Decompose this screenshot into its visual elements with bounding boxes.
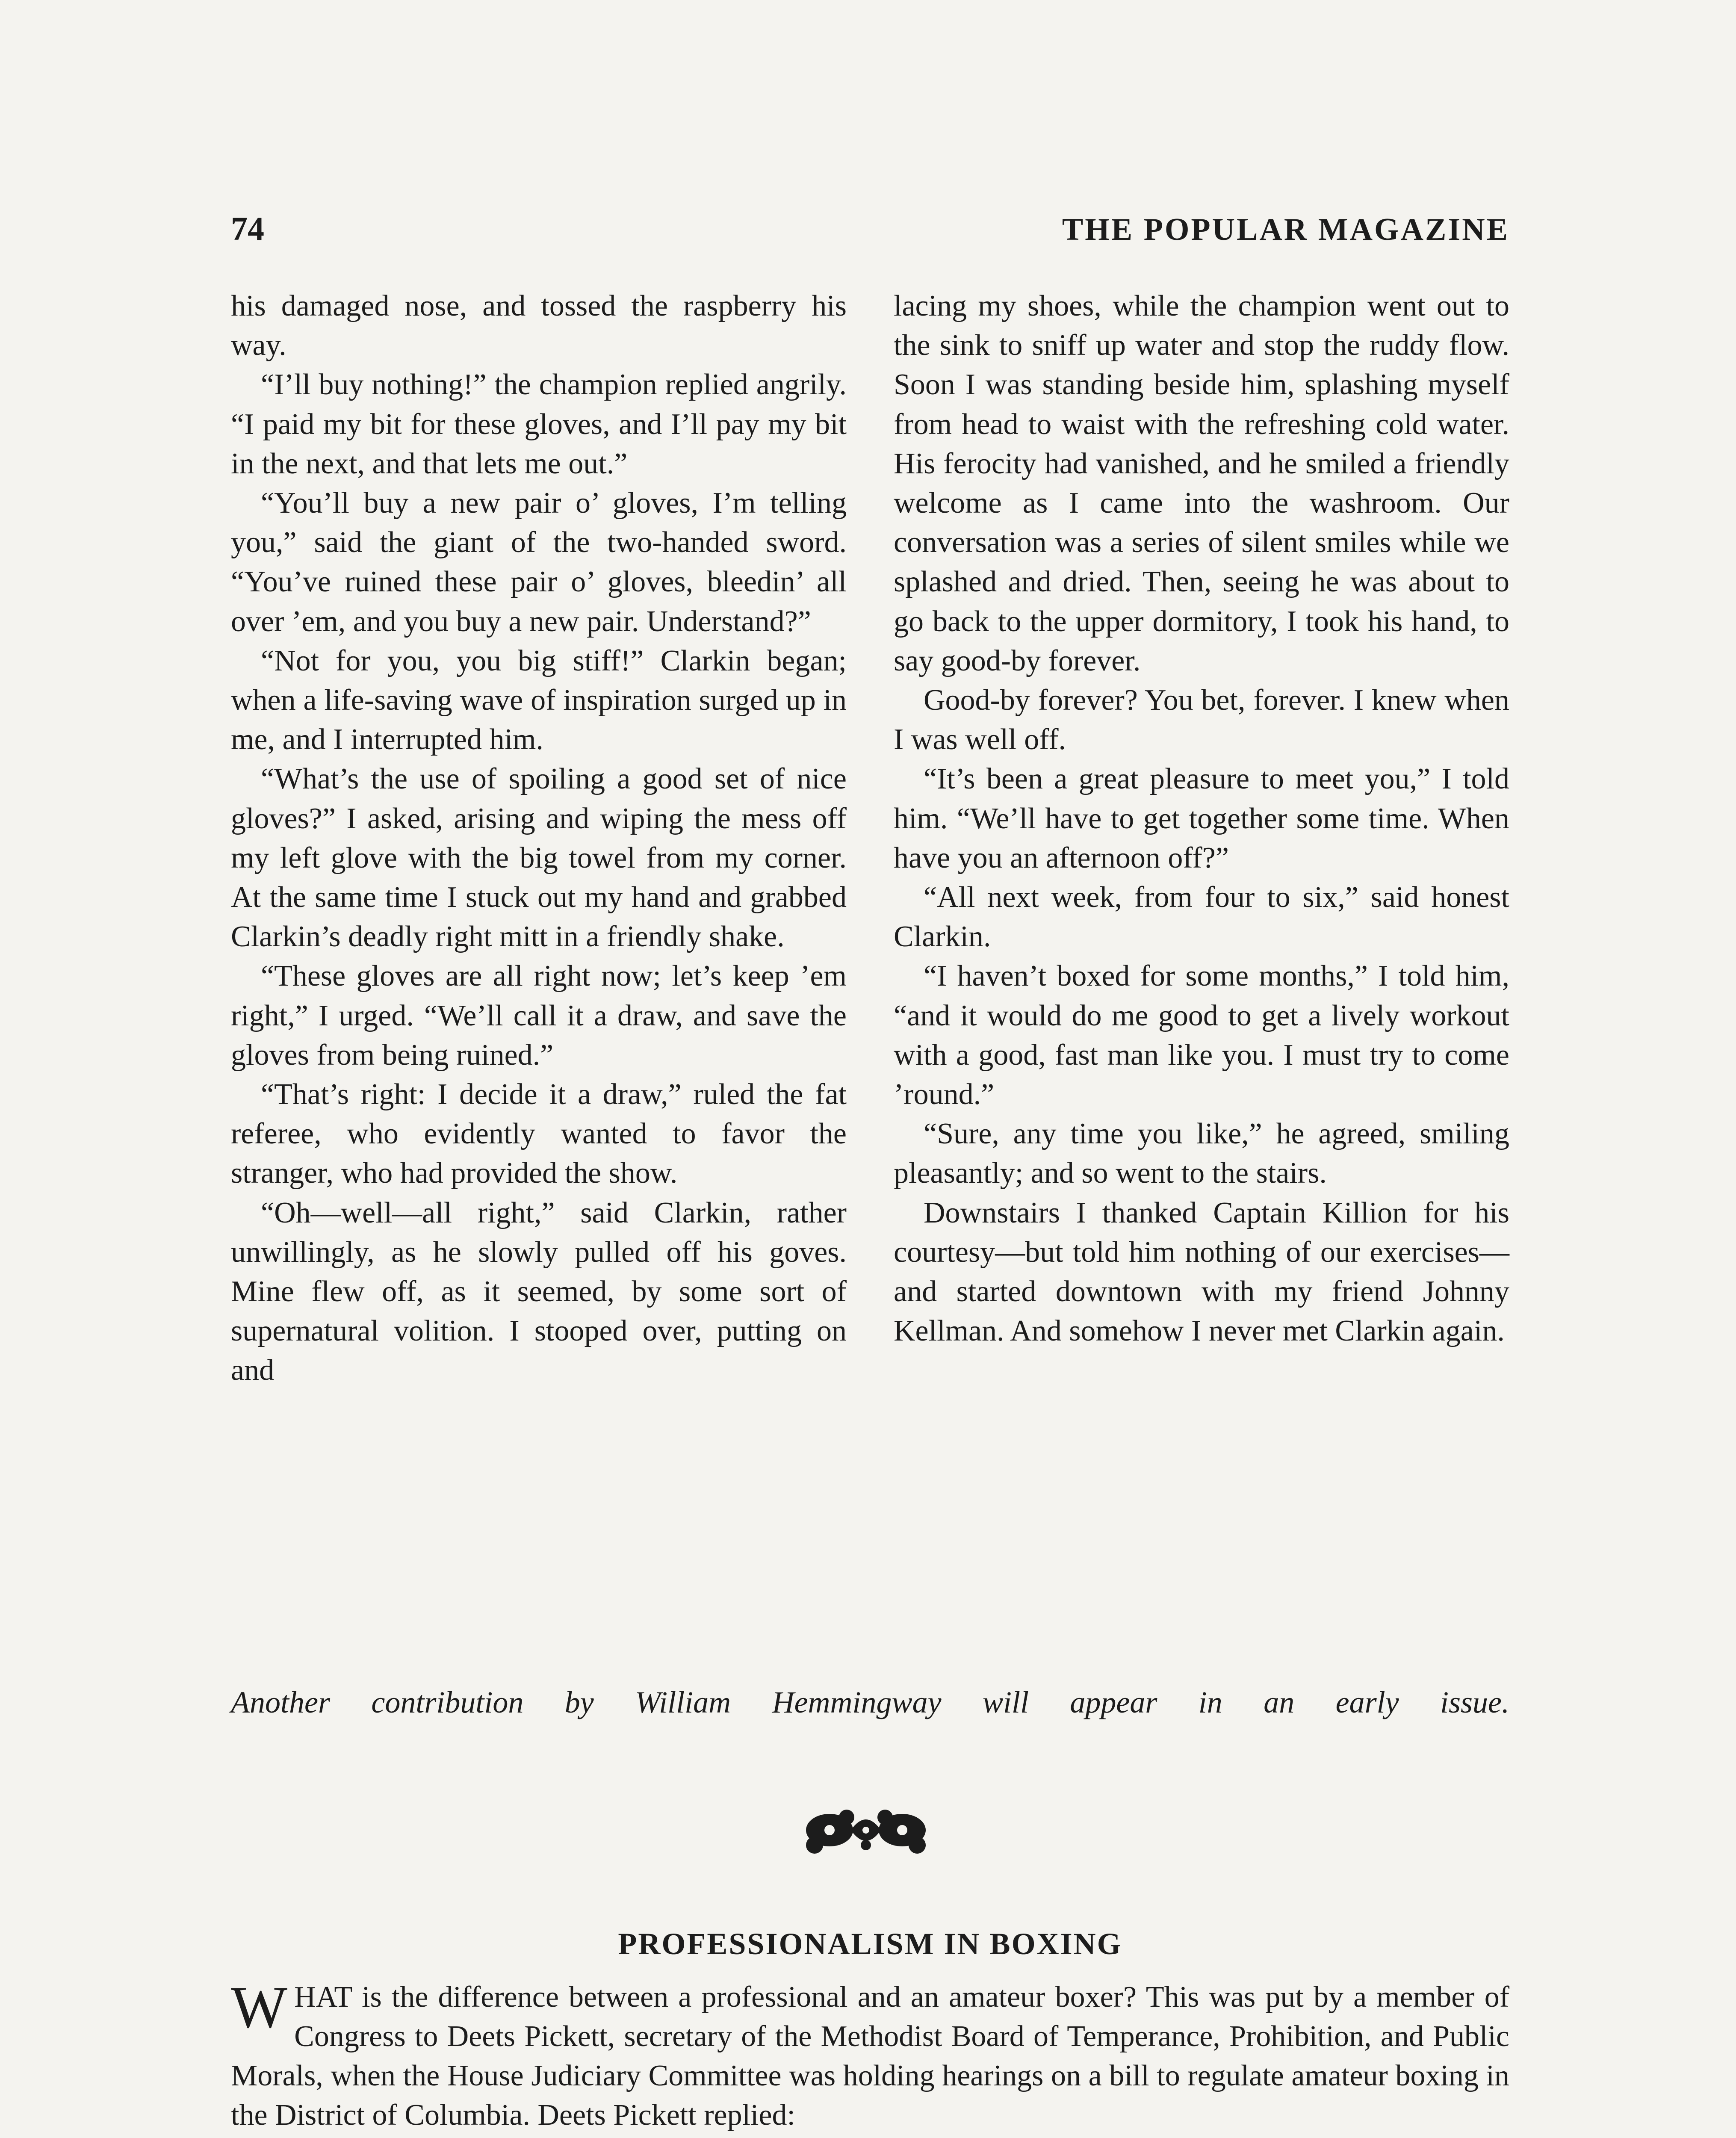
paragraph: “All next week, from four to six,” said honest Clarkin. [894,881,1509,954]
page-header [231,210,1509,248]
drop-cap: W [231,1974,288,2041]
paragraph: “It’s been a great pleasure to meet you,” I told him. “We’ll have to get together some time. When have you an afternoon off?” [894,762,1509,874]
article-paragraph [231,2135,1509,2138]
paragraph: “I’ll buy nothing!” the champion replied angrily. “I paid my bit for these gloves, and I’ll pay my bit in the next, and that lets me out.” [231,368,847,480]
paragraph: “You’ll buy a new pair o’ gloves, I’m telling you,” said the giant of the two-handed sword. “You’ve ruined these pair o’ gloves, bleedin’ all over ’em, and you buy a new pair. Understand?” [231,487,847,638]
article-paragraph-text: HAT is the difference between a professional and an amateur boxer? This was put by a member of Congress to Deets Pickett, secretary of the Methodist Board of Temperance, Prohibition, and Public Morals, when the House Judiciary Committee was holding hearings on a bill to regulate amateur boxing in the District of Columbia. Deets Pickett replied: [231,1981,1509,2132]
paragraph: “I haven’t boxed for some months,” I told him, “and it would do me good to get a lively workout with a good, fast man like you. I must try to come ’round.” [894,960,1509,1111]
paragraph: Good-by forever? You bet, forever. I knew when I was well off. [894,684,1509,756]
author-footnote: Another contribution by William Hemmingway will appear in an early issue. [231,1685,1509,1719]
floral-ornament-icon [800,1800,932,1860]
paragraph: “What’s the use of spoiling a good set of nice gloves?” I asked, arising and wiping the mess off my left glove with the big towel from my corner. At the same time I stuck out my hand and grabbed Clarkin’s deadly right mitt in a friendly shake. [231,762,847,954]
article-paragraph [231,1974,1509,2135]
paragraph: his damaged nose, and tossed the raspberry his way. [231,289,847,362]
article-body [231,1974,1509,2138]
paragraph: “Oh—well—all right,” said Clarkin, rather unwillingly, as he slowly pulled off his goves. Mine flew off, as it seemed, by some sort of supernatural volition. I stooped over, putting on and [231,1196,847,1387]
paragraph: lacing my shoes, while the champion went out to the sink to sniff up water and stop the ruddy flow. Soon I was standing beside him, splashing myself from head to waist with the refreshing cold water. His ferocity had vanished, and he smiled a friendly welcome as I came into the washroom. Our conversation was a series of silent smiles while we splashed and dried. Then, seeing he was about to go back to the upper dormitory, I took his hand, to say good-by forever. [894,289,1509,677]
paragraph: Downstairs I thanked Captain Killion for his courtesy—but told him nothing of our exercises—and started downtown with my friend Johnny Kellman. And somehow I never met Clarkin again. [894,1196,1509,1348]
paragraph: “Sure, any time you like,” he agreed, smiling pleasantly; and so went to the stairs. [894,1117,1509,1190]
paragraph: “Not for you, you big stiff!” Clarkin began; when a life-saving wave of inspiration surged up in me, and I interrupted him. [231,644,847,756]
article-title: PROFESSIONALISM IN BOXING [618,1927,1122,1961]
paragraph: “That’s right: I decide it a draw,” ruled the fat referee, who evidently wanted to favor the stranger, who had provided the show. [231,1078,847,1190]
story-columns [231,286,1509,1698]
right-column [894,286,1509,1698]
left-column [231,286,847,1698]
page-number: 74 [231,210,264,247]
paragraph: “These gloves are all right now; let’s keep ’em right,” I urged. “We’ll call it a draw, and save the gloves from being ruined.” [231,960,847,1072]
running-head: THE POPULAR MAGAZINE [1062,212,1509,247]
